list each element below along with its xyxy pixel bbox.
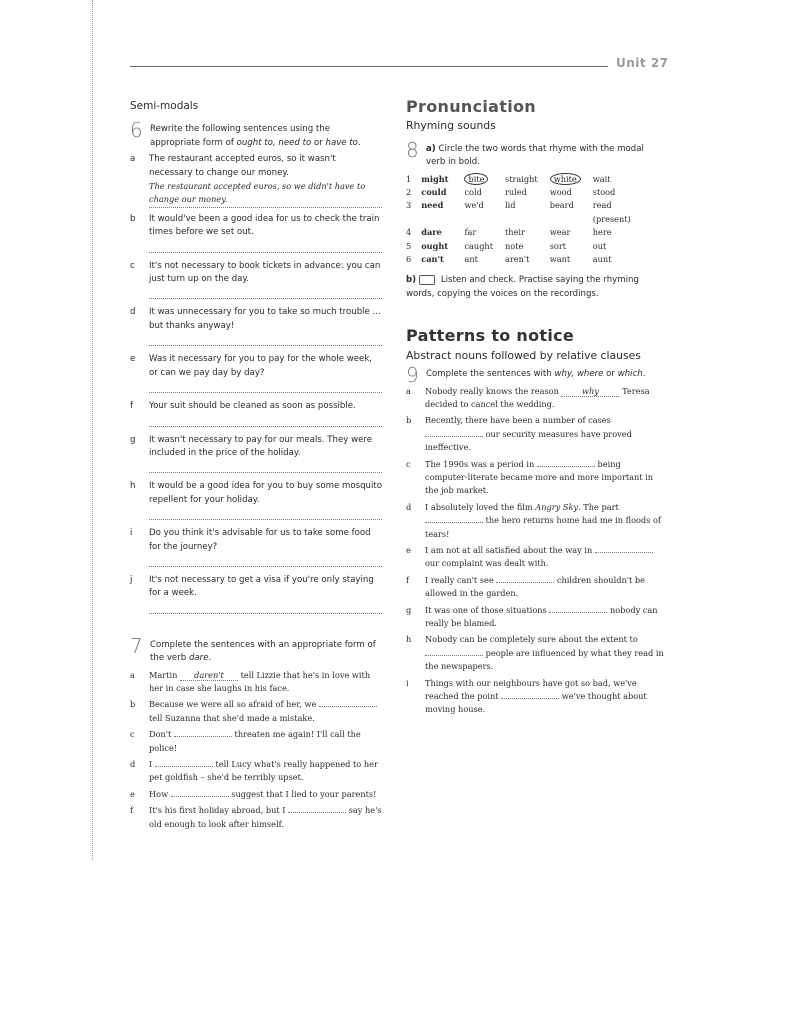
rhyme-option: [593, 226, 664, 239]
item-text: Was it necessary for you to pay for the whole week, or can we pay day by day?: [149, 354, 373, 378]
item-letter: h: [406, 634, 412, 645]
row-number: 6: [406, 254, 412, 265]
item-text-after: our complaint was dealt with.: [425, 558, 549, 569]
left-column: [130, 100, 382, 834]
item-letter: c: [130, 260, 135, 271]
item-text-before: Recently, there have been a number of cases: [425, 415, 611, 426]
item-text-after: our security measures have proved ineffective.: [425, 428, 632, 453]
item-letter: a: [130, 154, 136, 165]
word-option[interactable]: stood: [592, 187, 616, 198]
exercise-7-items: [130, 669, 382, 834]
word-option[interactable]: ruled: [505, 187, 527, 198]
item-text-before: Martin: [149, 669, 180, 680]
exercise-6-items: [130, 153, 382, 621]
modal-verb: dare: [421, 227, 442, 238]
circled-word[interactable]: bite: [464, 173, 488, 185]
rhyme-option: [464, 226, 505, 239]
item-letter: e: [130, 354, 136, 365]
item-text-before: I really can't see: [425, 574, 497, 585]
rhyme-option: [593, 199, 664, 226]
item-text: It was unnecessary for you to take so much trouble ... but thanks anyway!: [149, 307, 381, 331]
exercise-item: [130, 804, 382, 831]
word-option[interactable]: note: [505, 240, 524, 251]
row-number: 3: [406, 200, 412, 211]
rhyme-option: [550, 253, 593, 266]
exercise-item: [130, 353, 382, 393]
item-text-after: being computer-literate became more and more important in the job market.: [425, 458, 654, 496]
exercise-item: [130, 306, 382, 346]
word-option[interactable]: aren't: [505, 254, 530, 265]
item-letter: f: [130, 805, 134, 816]
exercise-item: [406, 544, 664, 571]
subtitle-rhyming-sounds: Rhyming sounds: [406, 119, 496, 133]
rhyme-option: [464, 240, 505, 253]
rhyme-option: [593, 186, 664, 199]
item-text: Your suit should be cleaned as soon as possible.: [149, 401, 356, 412]
rhyme-option: [505, 253, 550, 266]
item-text-after: the hero returns home had me in floods of tears!: [425, 515, 661, 539]
answer-blank[interactable]: [288, 812, 346, 813]
modal-verb: need: [421, 200, 444, 211]
item-letter: i: [130, 528, 133, 539]
answer-line[interactable]: [149, 286, 382, 299]
answer-blank[interactable]: [595, 552, 653, 553]
item-text: It wasn't necessary to pay for our meals. They were included in the price of the holiday.: [149, 434, 373, 458]
subtitle-abstract-nouns: Abstract nouns followed by relative clauses: [406, 348, 641, 362]
answer-line[interactable]: [149, 240, 382, 253]
item-text-after: say he's old enough to look after himself.: [149, 805, 382, 829]
item-text-after: tell Lucy what's really happened to her pet goldfish – she'd be terribly upset.: [149, 759, 378, 783]
answer-blank[interactable]: [171, 796, 229, 797]
header-rule: [130, 66, 608, 67]
item-letter: d: [130, 307, 136, 318]
exercise-item: [406, 414, 664, 454]
item-letter: c: [130, 729, 135, 740]
item-spacer: [130, 831, 382, 834]
item-text-before: Nobody can be completely sure about the extent to: [425, 634, 638, 645]
exercise-number: 9: [406, 363, 419, 388]
answer-line[interactable]: [149, 414, 382, 427]
example-answer: The restaurant accepted euros, so we didn't have to change our money.: [149, 180, 382, 208]
rhyming-words-table: [406, 173, 664, 267]
section-title-pronunciation: Pronunciation: [406, 97, 536, 116]
rhyme-row: [406, 173, 664, 186]
exercise-item: [406, 385, 664, 412]
item-letter: b: [130, 213, 136, 224]
exercise-item: [406, 501, 664, 541]
word-option[interactable]: cold: [464, 187, 482, 198]
right-column: [406, 97, 664, 720]
exercise-item: [406, 633, 664, 673]
exercise-item: [130, 669, 382, 696]
exercise-item: [406, 677, 664, 717]
exercise-9-instruction: 9 Complete the sentences with why, where or which.: [406, 363, 646, 388]
exercise-item: [130, 153, 382, 208]
item-letter: a: [406, 385, 411, 396]
circled-word[interactable]: white: [550, 173, 581, 185]
modal-verb: might: [421, 173, 449, 184]
item-text: It's not necessary to book tickets in advance: you can just turn up on the day.: [149, 260, 381, 285]
word-option[interactable]: lid: [505, 200, 516, 211]
exercise-item: [130, 574, 382, 614]
item-letter: c: [406, 458, 411, 469]
audio-speaker-icon: [419, 275, 435, 285]
item-text-after: suggest that I lied to your parents!: [228, 788, 377, 799]
word-option[interactable]: want: [549, 254, 571, 265]
exercise-item: [130, 434, 382, 474]
exercise-item: [130, 527, 382, 567]
item-letter: d: [130, 759, 136, 769]
word-option[interactable]: read (present): [592, 200, 631, 224]
exercise-item: [130, 480, 382, 520]
rhyme-option: [550, 173, 593, 186]
rhyme-option: [550, 186, 593, 199]
rhyme-option: [550, 240, 593, 253]
exercise-item: [406, 604, 664, 631]
rhyme-row: [406, 226, 664, 239]
word-option[interactable]: we'd: [464, 200, 484, 211]
item-letter: i: [406, 677, 409, 688]
exercise-item: [406, 458, 664, 498]
answer-line[interactable]: [149, 333, 382, 346]
rhyme-row: [406, 240, 664, 253]
exercise-item: [130, 698, 382, 725]
word-option[interactable]: wood: [549, 187, 572, 198]
exercise-item: [130, 728, 382, 755]
item-text-after: children shouldn't be allowed in the garden.: [425, 574, 645, 599]
answer-blank[interactable]: [425, 436, 483, 437]
answer-line[interactable]: [149, 507, 382, 520]
exercise-item: [130, 788, 382, 801]
exercise-number: 8: [406, 137, 419, 162]
answer-blank[interactable]: [155, 766, 213, 767]
word-option[interactable]: their: [505, 227, 525, 238]
item-text-after: Teresa decided to cancel the wedding.: [425, 385, 650, 409]
rhyme-option: [464, 253, 505, 266]
item-text-after: nobody can really be blamed.: [425, 604, 658, 628]
answer-blank[interactable]: [425, 655, 483, 656]
rhyme-option: [593, 253, 664, 266]
rhyme-option: [593, 173, 664, 186]
exercise-number: 6: [130, 118, 143, 143]
item-text: It would be a good idea for you to buy some mosquito repellent for your holiday.: [149, 481, 382, 505]
exercise-7-instruction: 7 Complete the sentences with an appropriate form of the verb dare.: [130, 633, 376, 664]
answer-blank[interactable]: [496, 582, 554, 583]
answer-blank[interactable]: [425, 522, 483, 523]
rhyme-row: [406, 186, 664, 199]
binding-margin-line: [92, 0, 93, 860]
item-letter: j: [130, 574, 133, 585]
item-letter: e: [406, 544, 411, 555]
item-text-before: How: [149, 788, 171, 799]
item-text-before: The 1990s was a period in: [425, 458, 537, 469]
item-letter: g: [406, 604, 412, 615]
word-option[interactable]: straight: [505, 173, 538, 184]
row-number: 4: [406, 227, 412, 238]
exercise-item: [406, 574, 664, 601]
row-number: 2: [406, 187, 412, 198]
rhyme-option: [464, 173, 505, 186]
item-text-before: Don't: [149, 729, 174, 740]
modal-verb: could: [421, 187, 447, 198]
answer-line[interactable]: [149, 554, 382, 567]
row-number: 1: [406, 173, 412, 184]
answer-blank[interactable]: [319, 706, 377, 707]
item-text-before: I am not at all satisfied about the way in: [425, 544, 595, 555]
rhyme-option: [464, 186, 505, 199]
answer-blank[interactable]: why: [561, 386, 619, 397]
word-option[interactable]: sort: [549, 240, 567, 251]
exercise-item: [130, 400, 382, 426]
modal-verb: ought: [421, 240, 449, 251]
word-option[interactable]: caught: [464, 240, 493, 251]
answer-line[interactable]: [149, 601, 382, 614]
item-letter: g: [130, 434, 136, 445]
exercise-item: [130, 758, 382, 785]
rhyme-option: [593, 240, 664, 253]
item-text-before: I absolutely loved the film: [425, 501, 536, 512]
item-text: Do you think it's advisable for us to take some food for the journey?: [149, 528, 371, 552]
item-text-before-2: . The part: [578, 501, 619, 512]
exercise-9-items: [406, 385, 664, 720]
item-letter: a: [130, 669, 135, 680]
item-text-before: Because we were all so afraid of her, we: [149, 699, 319, 710]
item-text-before: I: [149, 759, 155, 769]
item-text-after: tell Lizzie that he's in love with her in case she laughs in his face.: [149, 669, 371, 693]
section-title-patterns: Patterns to notice: [406, 326, 575, 346]
rhyme-option: [505, 240, 550, 253]
item-text-before: Things with our neighbours have got so bad, we've reached the point: [425, 677, 637, 702]
item-text-after: tell Suzanna that she'd made a mistake.: [149, 712, 315, 723]
answer-blank[interactable]: [501, 698, 559, 699]
word-option[interactable]: wear: [549, 227, 571, 238]
exercise-number: 7: [130, 633, 143, 658]
word-option[interactable]: wait: [592, 173, 611, 184]
item-letter: h: [130, 481, 136, 492]
item-text: It's not necessary to get a visa if you're only staying for a week.: [149, 574, 374, 599]
exercise-item: [130, 213, 382, 253]
section-title-semi-modals: Semi-modals: [130, 100, 199, 112]
word-option[interactable]: ant: [464, 254, 478, 265]
rhyme-row: [406, 199, 664, 226]
item-text-after: threaten me again! I'll call the police!: [149, 729, 361, 753]
item-text: The restaurant accepted euros, so it wasn't necessary to change our money.: [149, 154, 336, 178]
word-option[interactable]: far: [464, 227, 477, 238]
exercise-6-instruction: 6 Rewrite the following sentences using the appropriate form of ought to, need to or have to.: [130, 118, 361, 148]
exercise-item: [130, 260, 382, 300]
item-text-before: It's his first holiday abroad, but I: [149, 805, 289, 816]
rhyme-option: [505, 226, 550, 239]
answer-blank[interactable]: [549, 612, 607, 613]
item-letter: d: [406, 501, 412, 512]
item-text-after: people are influenced by what they read in the newspapers.: [425, 647, 664, 672]
rhyme-row: [406, 253, 664, 266]
answer-blank[interactable]: [174, 736, 232, 737]
answer-blank[interactable]: daren't: [180, 670, 238, 681]
item-text-before: It was one of those situations: [425, 604, 550, 615]
word-option[interactable]: out: [592, 240, 607, 251]
word-option[interactable]: aunt: [592, 254, 612, 265]
item-letter: e: [130, 788, 135, 799]
item-text: It would've been a good idea for us to check the train times before we set out.: [149, 213, 380, 238]
rhyme-option: [505, 186, 550, 199]
exercise-8-part-b: b) Listen and check. Practise saying the rhyming words, copying the voices on the recordings.: [406, 275, 639, 299]
film-title: Angry Sky: [535, 501, 579, 512]
rhyme-option: [550, 226, 593, 239]
rhyme-option: [464, 199, 505, 226]
modal-verb: can't: [421, 254, 444, 265]
item-text-before: Nobody really knows the reason: [425, 385, 562, 396]
unit-label: Unit 27: [616, 56, 669, 70]
item-spacer: [406, 717, 664, 720]
item-letter: f: [406, 574, 410, 585]
item-text-after: we've thought about moving house.: [425, 691, 647, 715]
rhyme-option: [550, 199, 593, 226]
rhyme-option: [505, 199, 550, 226]
answer-blank[interactable]: [537, 466, 595, 467]
row-number: 5: [406, 240, 412, 251]
item-letter: b: [130, 699, 136, 710]
answer-line[interactable]: [149, 460, 382, 473]
word-option[interactable]: here: [592, 227, 612, 238]
word-option[interactable]: beard: [549, 200, 574, 211]
rhyme-option: [505, 173, 550, 186]
item-letter: f: [130, 401, 134, 412]
item-letter: b: [406, 415, 412, 426]
answer-line[interactable]: [149, 380, 382, 393]
exercise-8-instruction: 8 a) Circle the two words that rhyme with the modal verb in bold.: [406, 137, 644, 168]
